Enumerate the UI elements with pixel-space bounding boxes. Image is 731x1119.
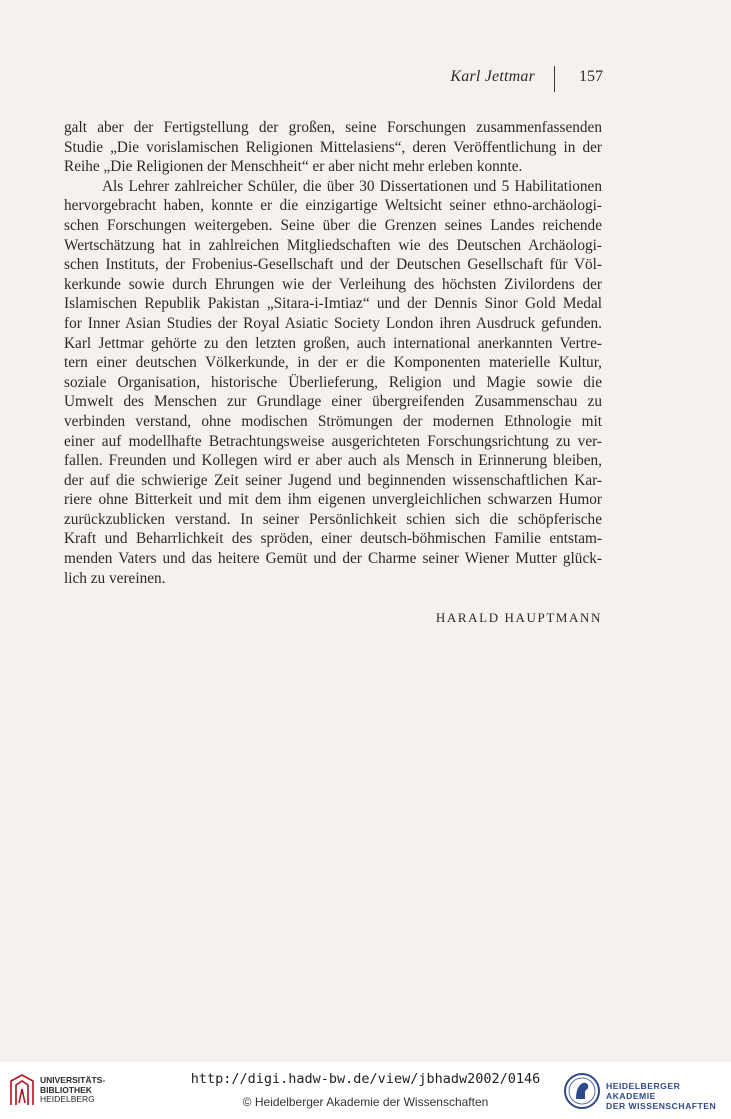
text-line: tern einer deutschen Völkerkunde, in der er die Komponenten materielle Kultur, xyxy=(64,354,602,372)
text-line: Als Lehrer zahlreicher Schüler, die über 30 Dissertationen und 5 Habilitationen xyxy=(102,177,602,195)
text-line: kerkunde sowie durch Ehrungen wie der Verleihung des höchsten Zivilordens der xyxy=(64,275,602,293)
text-line: Wertschätzung hat in zahlreichen Mitgliedschaften wie des Deutschen Archäologi- xyxy=(64,236,602,254)
academy-name-line-1: HEIDELBERGER AKADEMIE xyxy=(606,1081,681,1101)
library-name-line-1: UNIVERSITÄTS- xyxy=(40,1075,106,1085)
page-number: 157 xyxy=(579,68,603,85)
copyright-notice: © Heidelberger Akademie der Wissenschaften xyxy=(242,1095,489,1109)
permalink-url[interactable]: http://digi.hadw-bw.de/view/jbhadw2002/0146 xyxy=(190,1071,541,1087)
text-line: for Inner Asian Studies der Royal Asiatic Society London ihren Ausdruck gefunden. xyxy=(64,314,602,332)
text-line: einer auf modellhafte Betrachtungsweise ausgerichteten Forschungsrichtung zu ver- xyxy=(64,432,602,450)
library-name-line-2: BIBLIOTHEK xyxy=(40,1084,92,1095)
text-line: riere ohne Bitterkeit und mit dem ihm eigenen unvergleichlichen schwarzen Humor xyxy=(64,491,602,509)
text-line: fallen. Freunden und Kollegen wird er aber auch als Mensch in Erinnerung bleiben, xyxy=(64,452,602,470)
academy-name-line-2: DER WISSENSCHAFTEN xyxy=(606,1101,717,1111)
text-line: Kraft und Beharrlichkeit des spröden, einer deutsch-böhmischen Familie entstam- xyxy=(64,530,602,548)
text-line: Reihe „Die Religionen der Menschheit“ er aber nicht mehr erleben konnte. xyxy=(64,158,523,176)
text-line: menden Vaters und das heitere Gemüt und der Charme seiner Wiener Mutter glück- xyxy=(64,550,602,568)
running-head-author: Karl Jettmar xyxy=(450,68,535,85)
text-line: verbinden verstand, ohne modischen Strömungen der modernen Ethnologie mit xyxy=(64,412,602,430)
academy-seal-icon[interactable] xyxy=(563,1072,601,1110)
body-paragraphs xyxy=(64,118,602,588)
text-line: der auf die schwierige Zeit seiner Jugend und beginnenden wissenschaftlichen Kar- xyxy=(64,471,602,489)
text-line: Karl Jettmar gehörte zu den letzten großen, auch international anerkannten Vertre- xyxy=(64,334,602,352)
text-line: Islamischen Republik Pakistan „Sitara-i-Imtiaz“ und der Dennis Sinor Gold Medal xyxy=(64,295,602,313)
text-line: galt aber der Fertigstellung der großen, seine Forschungen zusammenfassenden xyxy=(64,119,602,136)
text-line: Umwelt des Menschen zur Grundlage einer übergreifenden Zusammenschau zu xyxy=(64,393,602,411)
viewer-footer xyxy=(0,1062,731,1119)
author-signature: HARALD HAUPTMANN xyxy=(435,610,602,625)
academy-name[interactable] xyxy=(606,1081,731,1111)
text-line: lich zu vereinen. xyxy=(64,569,166,587)
text-line: Studie „Die vorislamischen Religionen Mittelasiens“, deren Veröffentlichung in der xyxy=(64,138,602,156)
text-line: soziale Organisation, historische Überlieferung, Religion und Magie sowie die xyxy=(64,373,602,391)
text-line: hervorgebracht haben, konnte er die einzigartige Weltsicht seiner ethno-archäologi- xyxy=(64,197,602,215)
running-head xyxy=(0,66,731,96)
text-line: schen Instituts, der Frobenius-Gesellschaft und der Deutschen Gesellschaft für Völ- xyxy=(64,256,602,274)
text-line: schen Forschungen weitergeben. Seine über die Grenzen seines Landes reichende xyxy=(64,216,602,234)
text-line: zurückzublicken verstand. In seiner Persönlichkeit schien sich die schöpferische xyxy=(64,510,602,528)
running-head-divider xyxy=(554,66,555,92)
library-city: HEIDELBERG xyxy=(40,1094,95,1104)
